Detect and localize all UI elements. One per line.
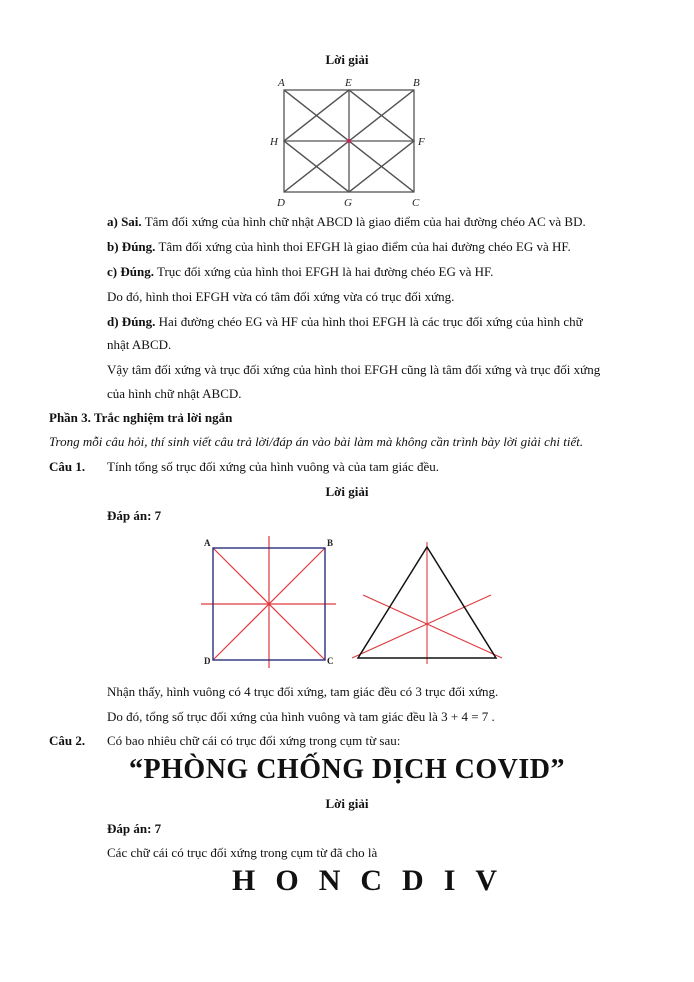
part3-instruction: Trong mỗi câu hỏi, thí sinh viết câu trả lời/đáp án vào bài làm mà không cần trình bày lời giải chi tiết. [49, 434, 584, 449]
triangle-axes-figure [340, 540, 510, 670]
q1-label: Câu 1. [49, 459, 86, 474]
sq-label-d: D [204, 656, 211, 666]
item-a-label: a) Sai. [107, 214, 142, 229]
square-axes-figure [196, 534, 346, 670]
q1-answer: Đáp án: 7 [107, 508, 162, 523]
label-b: B [413, 77, 420, 89]
item-d-label: d) Đúng. [107, 314, 156, 329]
letter-item: I [443, 864, 456, 897]
item-d [107, 313, 583, 330]
q2-answer: Đáp án: 7 [107, 821, 162, 836]
solution-heading: Lời giải [325, 52, 369, 67]
q1-text: Tính tổng số trục đối xứng của hình vuông và của tam giác đều. [107, 459, 439, 474]
sq-label-c: C [327, 656, 334, 666]
label-g: G [344, 197, 352, 209]
label-e: E [345, 77, 352, 89]
center-point [347, 139, 351, 143]
item-b-text: Tâm đối xứng của hình thoi EFGH là giao điểm của hai đường chéo EG và HF. [158, 239, 571, 254]
label-f: F [418, 136, 425, 148]
triangle-axis-2 [352, 595, 491, 658]
item-c [107, 263, 493, 280]
triangle-axis-3 [363, 595, 502, 658]
part3-title: Phần 3. Trắc nghiệm trả lời ngắn [49, 410, 233, 425]
q1-note2: Do đó, tổng số trục đối xứng của hình vuông và tam giác đều là 3 + 4 = 7 . [107, 709, 495, 724]
sq-label-b: B [327, 538, 334, 548]
q1-heading: Lời giải [325, 484, 369, 499]
q2-note: Các chữ cái có trục đối xứng trong cụm từ đã cho là [107, 845, 378, 860]
q2-phrase: “PHÒNG CHỐNG DỊCH COVID” [129, 754, 565, 785]
letter-item: N [318, 864, 341, 897]
letter-item: V [475, 864, 498, 897]
rectangle-rhombus-figure [262, 74, 432, 214]
q2-heading: Lời giải [325, 796, 369, 811]
item-a-text: Tâm đối xứng của hình chữ nhật ABCD là giao điểm của hai đường chéo AC và BD. [144, 214, 586, 229]
item-c-conclusion: Do đó, hình thoi EFGH vừa có tâm đối xứng vừa có trục đối xứng. [107, 289, 455, 304]
label-c: C [412, 197, 420, 209]
item-a [107, 213, 586, 230]
label-a: A [278, 77, 285, 89]
conclusion-line2: của hình chữ nhật ABCD. [107, 386, 242, 401]
q2-label: Câu 2. [49, 733, 86, 748]
letter-item: H [232, 864, 256, 897]
label-h: H [270, 136, 278, 148]
item-d-text: Hai đường chéo EG và HF của hình thoi EFGH là các trục đối xứng của hình chữ [158, 314, 583, 329]
item-c-text: Trục đối xứng của hình thoi EFGH là hai đường chéo EG và HF. [156, 264, 494, 279]
item-c-label: c) Đúng. [107, 264, 154, 279]
item-d-line2: nhật ABCD. [107, 337, 172, 352]
letter-item: D [402, 864, 424, 897]
letter-item: C [360, 864, 383, 897]
item-b [107, 238, 571, 255]
item-b-label: b) Đúng. [107, 239, 156, 254]
letter-item: O [275, 864, 299, 897]
symmetric-letters [222, 864, 507, 898]
label-d: D [277, 197, 285, 209]
q1-note1: Nhận thấy, hình vuông có 4 trục đối xứng, tam giác đều có 3 trục đối xứng. [107, 684, 499, 699]
conclusion-line1: Vậy tâm đối xứng và trục đối xứng của hình thoi EFGH cũng là tâm đối xứng và trục đối xứng [107, 362, 601, 377]
sq-label-a: A [204, 538, 211, 548]
q2-text: Có bao nhiêu chữ cái có trục đối xứng trong cụm từ sau: [107, 733, 401, 748]
